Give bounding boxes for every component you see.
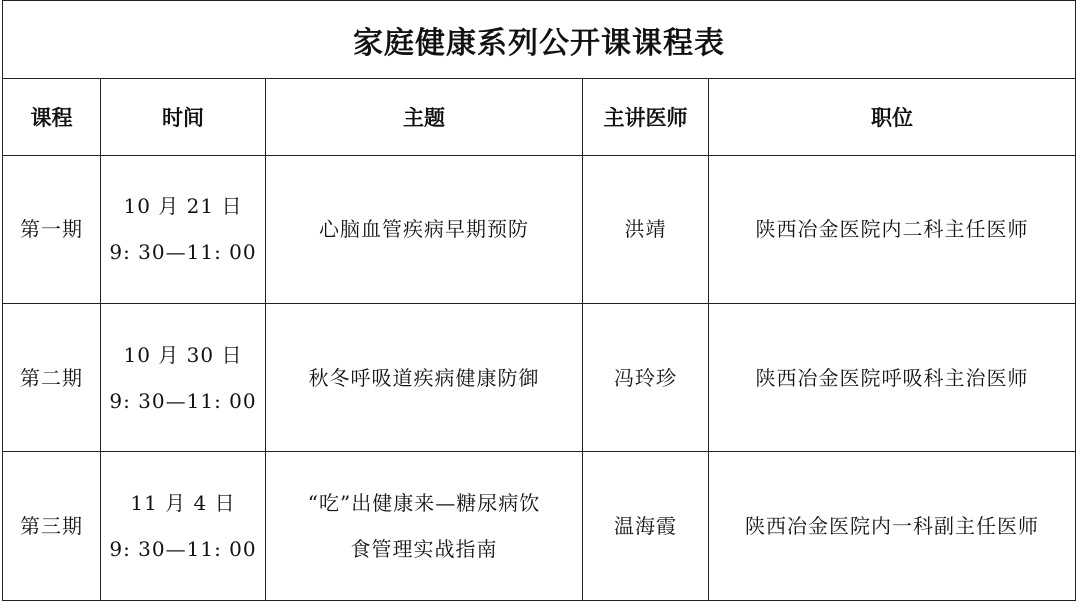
lecturer-cell: 冯玲珍 [583,303,709,451]
header-lecturer: 主讲医师 [583,79,709,155]
table-row [3,155,1076,303]
lecturer-cell: 洪靖 [583,155,709,303]
time-cell [101,155,266,303]
course-cell: 第一期 [3,155,101,303]
position-cell: 陕西冶金医院内一科副主任医师 [709,452,1076,601]
position-cell: 陕西冶金医院呼吸科主治医师 [709,303,1076,451]
header-course: 课程 [3,79,101,155]
time-text: 9: 30—11: 00 [109,537,257,562]
lecturer-cell: 温海霞 [583,452,709,601]
date-text: 10 月 30 日 [123,342,243,367]
time-cell [101,452,266,601]
header-topic: 主题 [266,79,583,155]
course-cell: 第二期 [3,303,101,451]
topic-text-line1: “吃”出健康来—糖尿病饮 [307,491,541,516]
time-cell [101,303,266,451]
topic-text-line1: 秋冬呼吸道疾病健康防御 [308,365,540,390]
topic-cell [266,155,583,303]
topic-text-line1: 心脑血管疾病早期预防 [319,217,529,242]
date-text: 10 月 21 日 [123,194,243,219]
course-cell: 第三期 [3,452,101,601]
date-text: 11 月 4 日 [130,491,236,516]
time-text: 9: 30—11: 00 [109,240,257,265]
header-time: 时间 [101,79,266,155]
topic-cell [266,303,583,451]
position-cell: 陕西冶金医院内二科主任医师 [709,155,1076,303]
header-row [3,79,1076,155]
course-schedule-table [2,0,1076,601]
header-position: 职位 [709,79,1076,155]
topic-cell [266,452,583,601]
title-row [3,1,1076,79]
table-row [3,452,1076,601]
time-text: 9: 30—11: 00 [109,388,257,413]
table-title: 家庭健康系列公开课课程表 [3,1,1076,79]
topic-text-line2: 食管理实战指南 [350,537,498,562]
table-row [3,303,1076,451]
